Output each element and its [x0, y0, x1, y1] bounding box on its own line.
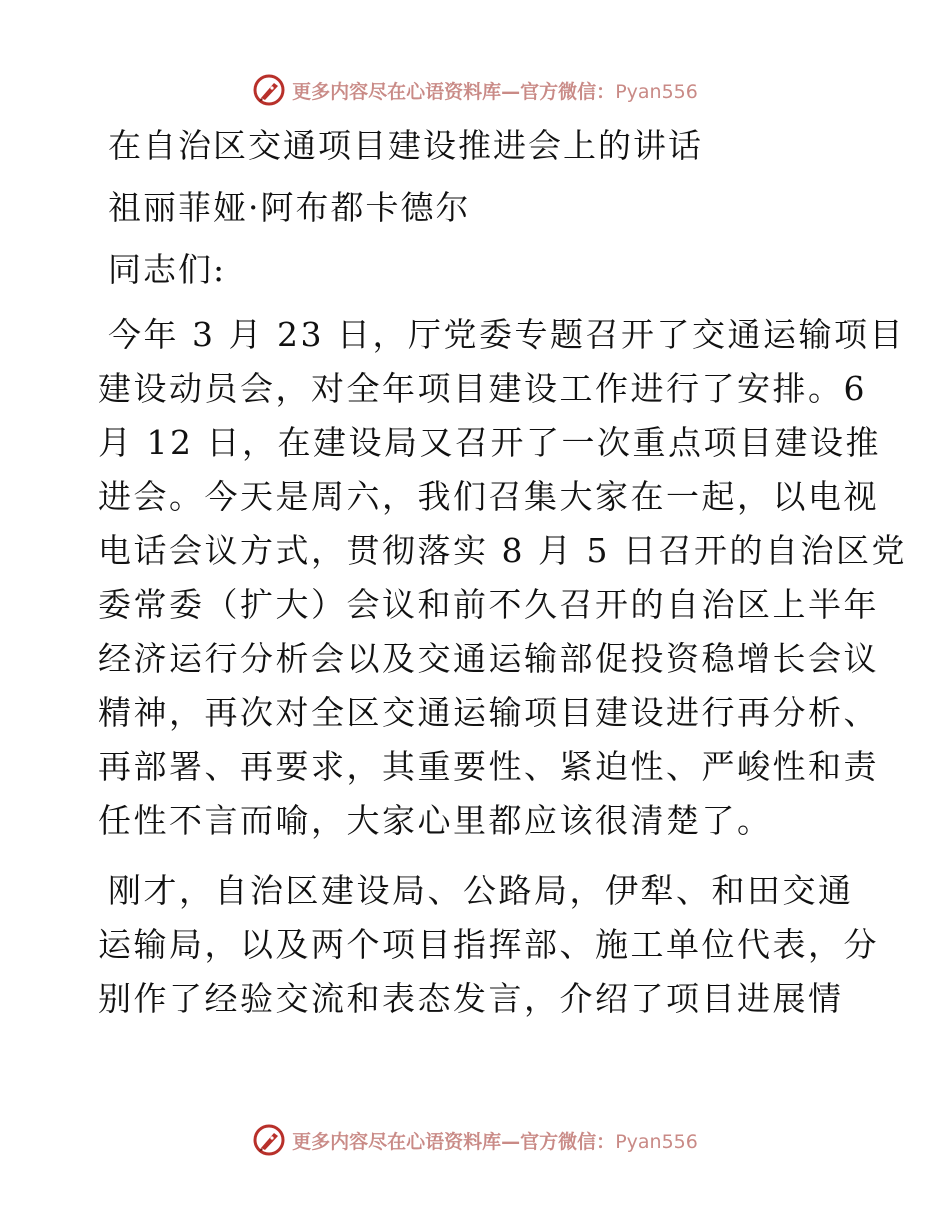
- pen-logo-icon: [252, 1123, 286, 1157]
- watermark-official-label: 官方微信：: [520, 80, 616, 103]
- paragraph-line: 精神，再次对全区交通运输项目建设进行再分析、: [98, 693, 879, 732]
- document-author: 祖丽菲娅·阿布都卡德尔: [108, 188, 471, 227]
- watermark-account: Pyan556: [615, 80, 698, 103]
- watermark-separator: —: [501, 1130, 521, 1153]
- paragraph-line: 月 12 日，在建设局又召开了一次重点项目建设推: [98, 423, 881, 462]
- paragraph-line: 进会。今天是周六，我们召集大家在一起，以电视: [98, 477, 879, 516]
- paragraph-line: 再部署、再要求，其重要性、紧迫性、严峻性和责: [98, 747, 879, 786]
- paragraph-line: 刚才，自治区建设局、公路局，伊犁、和田交通: [108, 871, 854, 910]
- paragraph-line: 委常委（扩大）会议和前不久召开的自治区上半年: [98, 585, 879, 624]
- watermark-text: [292, 77, 698, 104]
- document-salutation: 同志们:: [108, 250, 227, 289]
- header-watermark: [0, 70, 950, 110]
- watermark-separator: —: [501, 80, 521, 103]
- document-body: [98, 122, 907, 1042]
- paragraph-2: [98, 864, 879, 1026]
- watermark-account: Pyan556: [615, 1130, 698, 1153]
- paragraph-line: 电话会议方式，贯彻落实 8 月 5 日召开的自治区党: [98, 531, 907, 570]
- footer-watermark: [0, 1120, 950, 1160]
- paragraph-line: 别作了经验交流和表态发言，介绍了项目进展情: [98, 979, 844, 1018]
- pen-logo-icon: [252, 73, 286, 107]
- watermark-main-text: 更多内容尽在心语资料库: [292, 80, 502, 103]
- paragraph-line: 建设动员会，对全年项目建设工作进行了安排。6: [98, 369, 867, 408]
- paragraph-line: 今年 3 月 23 日，厅党委专题召开了交通运输项目: [108, 315, 905, 354]
- paragraph-1: [98, 308, 907, 848]
- watermark-main-text: 更多内容尽在心语资料库: [292, 1130, 502, 1153]
- paragraph-line: 经济运行分析会以及交通运输部促投资稳增长会议: [98, 639, 879, 678]
- watermark-official-label: 官方微信：: [520, 1130, 616, 1153]
- watermark-text: [292, 1127, 698, 1154]
- paragraph-line: 运输局，以及两个项目指挥部、施工单位代表，分: [98, 925, 879, 964]
- paragraph-line: 任性不言而喻，大家心里都应该很清楚了。: [98, 801, 773, 840]
- document-title: 在自治区交通项目建设推进会上的讲话: [108, 126, 703, 165]
